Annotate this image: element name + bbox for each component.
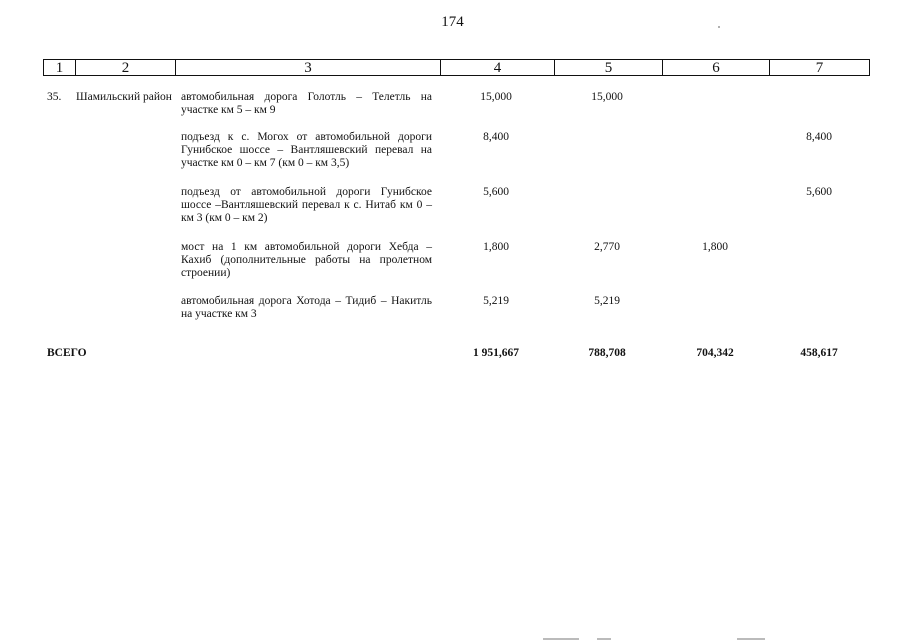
value-col-5: 15,000 <box>591 91 623 103</box>
value-col-4: 5,600 <box>483 186 509 198</box>
column-number-header <box>43 59 870 76</box>
value-col-4: 1,800 <box>483 241 509 253</box>
header-col-1: 1 <box>44 60 76 76</box>
total-label: ВСЕГО <box>47 347 87 359</box>
value-col-4: 15,000 <box>480 91 512 103</box>
header-col-5: 5 <box>555 60 663 76</box>
header-col-6: 6 <box>663 60 770 76</box>
value-col-5: 2,770 <box>594 241 620 253</box>
value-col-7: 5,600 <box>806 186 832 198</box>
object-description: мост на 1 км автомобильной дороги Хебда – Кахиб (дополнительные работы на пролетном строении) <box>181 241 432 279</box>
total-col-7: 458,617 <box>800 347 838 359</box>
total-col-5: 788,708 <box>588 347 626 359</box>
object-description: автомобильная дорога Голотль – Телетль на участке км 5 – км 9 <box>181 91 432 116</box>
header-col-2: 2 <box>76 60 176 76</box>
value-col-5: 5,219 <box>594 295 620 307</box>
object-description: автомобильная дорога Хотода – Тидиб – Накитль на участке км 3 <box>181 295 432 320</box>
total-col-6: 704,342 <box>696 347 734 359</box>
district-name: Шамильский район <box>76 91 172 103</box>
value-col-4: 5,219 <box>483 295 509 307</box>
object-description: подъезд к с. Могох от автомобильной дороги Гунибское шоссе – Вантляшевский перевал на участке км 0 – км 7 (км 0 – км 3,5) <box>181 131 432 169</box>
object-description: подъезд от автомобильной дороги Гунибское шоссе –Вантляшевский перевал к с. Нитаб км 0 – км 3 (км 0 – км 2) <box>181 186 432 224</box>
value-col-6: 1,800 <box>702 241 728 253</box>
header-col-3: 3 <box>176 60 441 76</box>
scan-speck <box>718 26 720 28</box>
value-col-7: 8,400 <box>806 131 832 143</box>
total-col-4: 1 951,667 <box>473 347 519 359</box>
header-col-7: 7 <box>770 60 870 76</box>
row-number: 35. <box>47 91 62 103</box>
value-col-4: 8,400 <box>483 131 509 143</box>
header-col-4: 4 <box>441 60 555 76</box>
page-number: 174 <box>441 14 464 30</box>
